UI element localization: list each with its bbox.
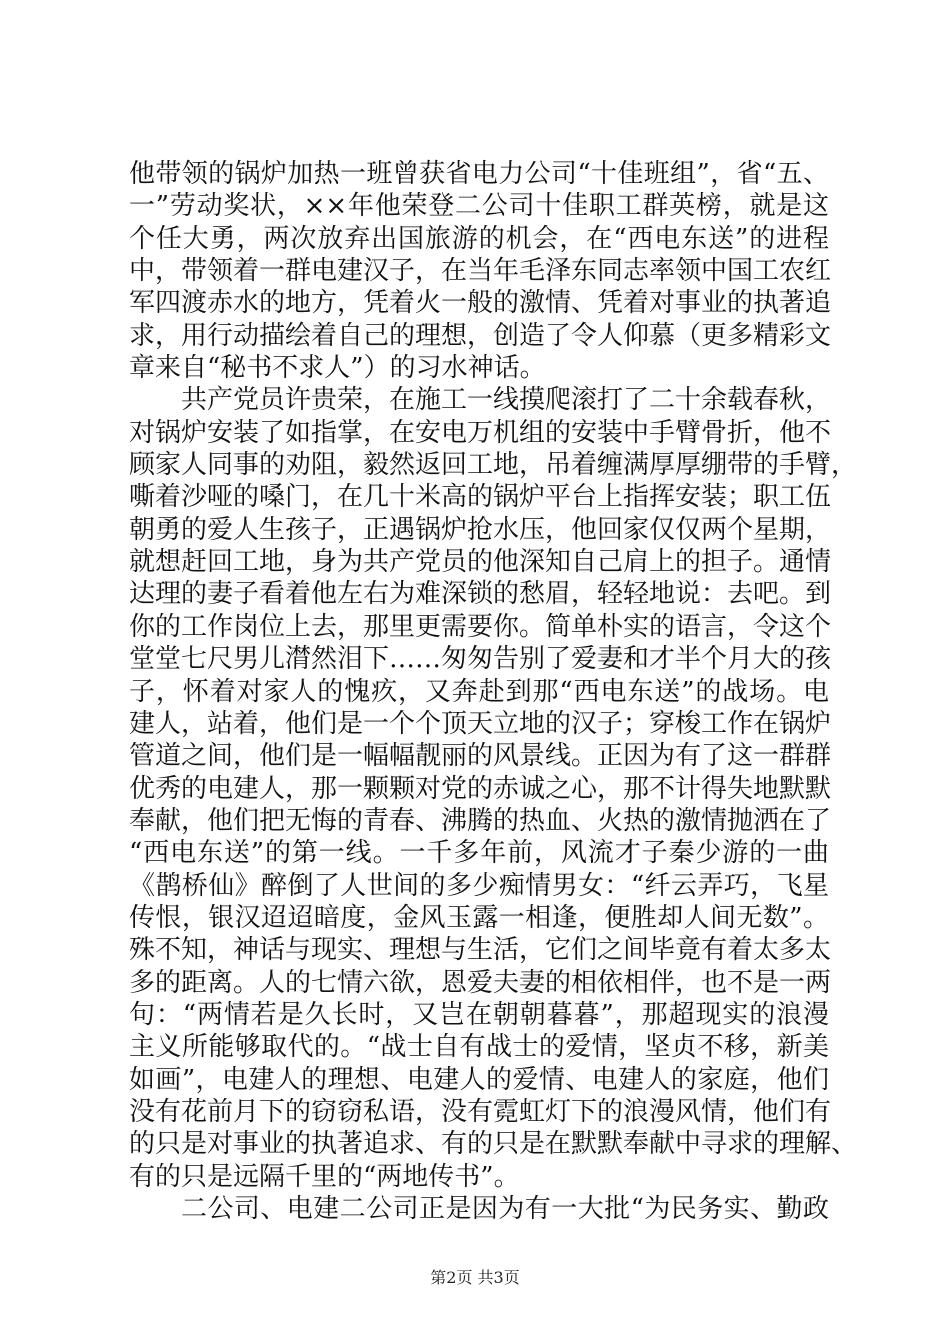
text-line: 没有花前月下的窃窃私语，没有霓虹灯下的浪漫风情，他们有 [129,1096,832,1127]
text-line: 达理的妻子看着他左右为难深锁的愁眉，轻轻地说：去吧。到 [129,579,832,610]
text-line: 就想赶回工地，身为共产党员的他深知自己肩上的担子。通情 [129,547,832,578]
text-line: 朝勇的爱人生孩子，正遇锅炉抢水压，他回家仅仅两个星期， [129,514,832,545]
text-line: 句：“两情若是久长时，又岂在朝朝暮暮”，那超现实的浪漫 [129,999,829,1030]
text-line: 求，用行动描绘着自己的理想，创造了令人仰慕（更多精彩文 [129,320,832,351]
text-line: 的只是对事业的执著追求、有的只是在默默奉献中寻求的理解、 [129,1129,858,1160]
text-line: 子，怀着对家人的愧疚，又奔赴到那“西电东送”的战场。电 [129,676,829,707]
text-line: 优秀的电建人，那一颗颗对党的赤诚之心，那不计得失地默默 [129,773,832,804]
text-line: 主义所能够取代的。“战士自有战士的爱情，坚贞不移，新美 [129,1032,829,1063]
text-line: “西电东送”的第一线。一千多年前，风流才子秦少游的一曲 [129,838,829,869]
text-line: 顾家人同事的劝阻，毅然返回工地，吊着缠满厚厚绷带的手臂， [129,450,858,481]
text-line: 一”劳动奖状，××年他荣登二公司十佳职工群英榜，就是这 [129,191,829,222]
text-line: 对锅炉安装了如指掌，在安电万机组的安装中手臂骨折，他不 [129,417,832,448]
text-line: 你的工作岗位上去，那里更需要你。简单朴实的语言，令这个 [129,611,832,642]
text-line: 个任大勇，两次放弃出国旅游的机会，在“西电东送”的进程 [129,223,829,254]
text-line: 传恨，银汉迢迢暗度，金风玉露一相逢，便胜却人间无数”。 [129,902,829,933]
text-line: 奉献，他们把无悔的青春、沸腾的热血、火热的激情抛洒在了 [129,805,832,836]
text-line: 堂堂七尺男儿潸然泪下……匆匆告别了爱妻和才半个月大的孩 [129,644,832,675]
text-line: 军四渡赤水的地方，凭着火一般的激情、凭着对事业的执著追 [129,288,832,319]
text-line: 章来自“秘书不求人”）的习水神话。 [129,353,546,384]
text-line: 《鹊桥仙》醉倒了人世间的多少痴情男女：“纤云弄巧，飞星 [129,870,829,901]
text-line: 共产党员许贵荣，在施工一线摸爬滚打了二十余载春秋， [181,385,832,416]
text-line: 多的距离。人的七情六欲，恩爱夫妻的相依相伴，也不是一两 [129,967,832,998]
text-line: 殊不知，神话与现实、理想与生活，它们之间毕竟有着太多太 [129,935,832,966]
page-footer [0,1268,950,1288]
text-line: 嘶着沙哑的嗓门，在几十米高的锅炉平台上指挥安装；职工伍 [129,482,832,513]
document-body [129,158,858,1225]
text-line: 他带领的锅炉加热一班曾获省电力公司“十佳班组”，省“五、 [129,159,829,189]
text-line: 管道之间，他们是一幅幅靓丽的风景线。正因为有了这一群群 [129,741,832,772]
text-line: 如画”，电建人的理想、电建人的爱情、电建人的家庭，他们 [129,1064,829,1095]
text-line: 中，带领着一群电建汉子，在当年毛泽东同志率领中国工农红 [129,256,832,287]
text-line: 有的只是远隔千里的“两地传书”。 [129,1161,520,1192]
page-number: 第2页 共3页 [430,1268,520,1287]
text-line: 二公司、电建二公司正是因为有一大批“为民务实、勤政 [181,1194,829,1224]
text-line: 建人，站着，他们是一个个顶天立地的汉子；穿梭工作在锅炉 [129,708,832,739]
